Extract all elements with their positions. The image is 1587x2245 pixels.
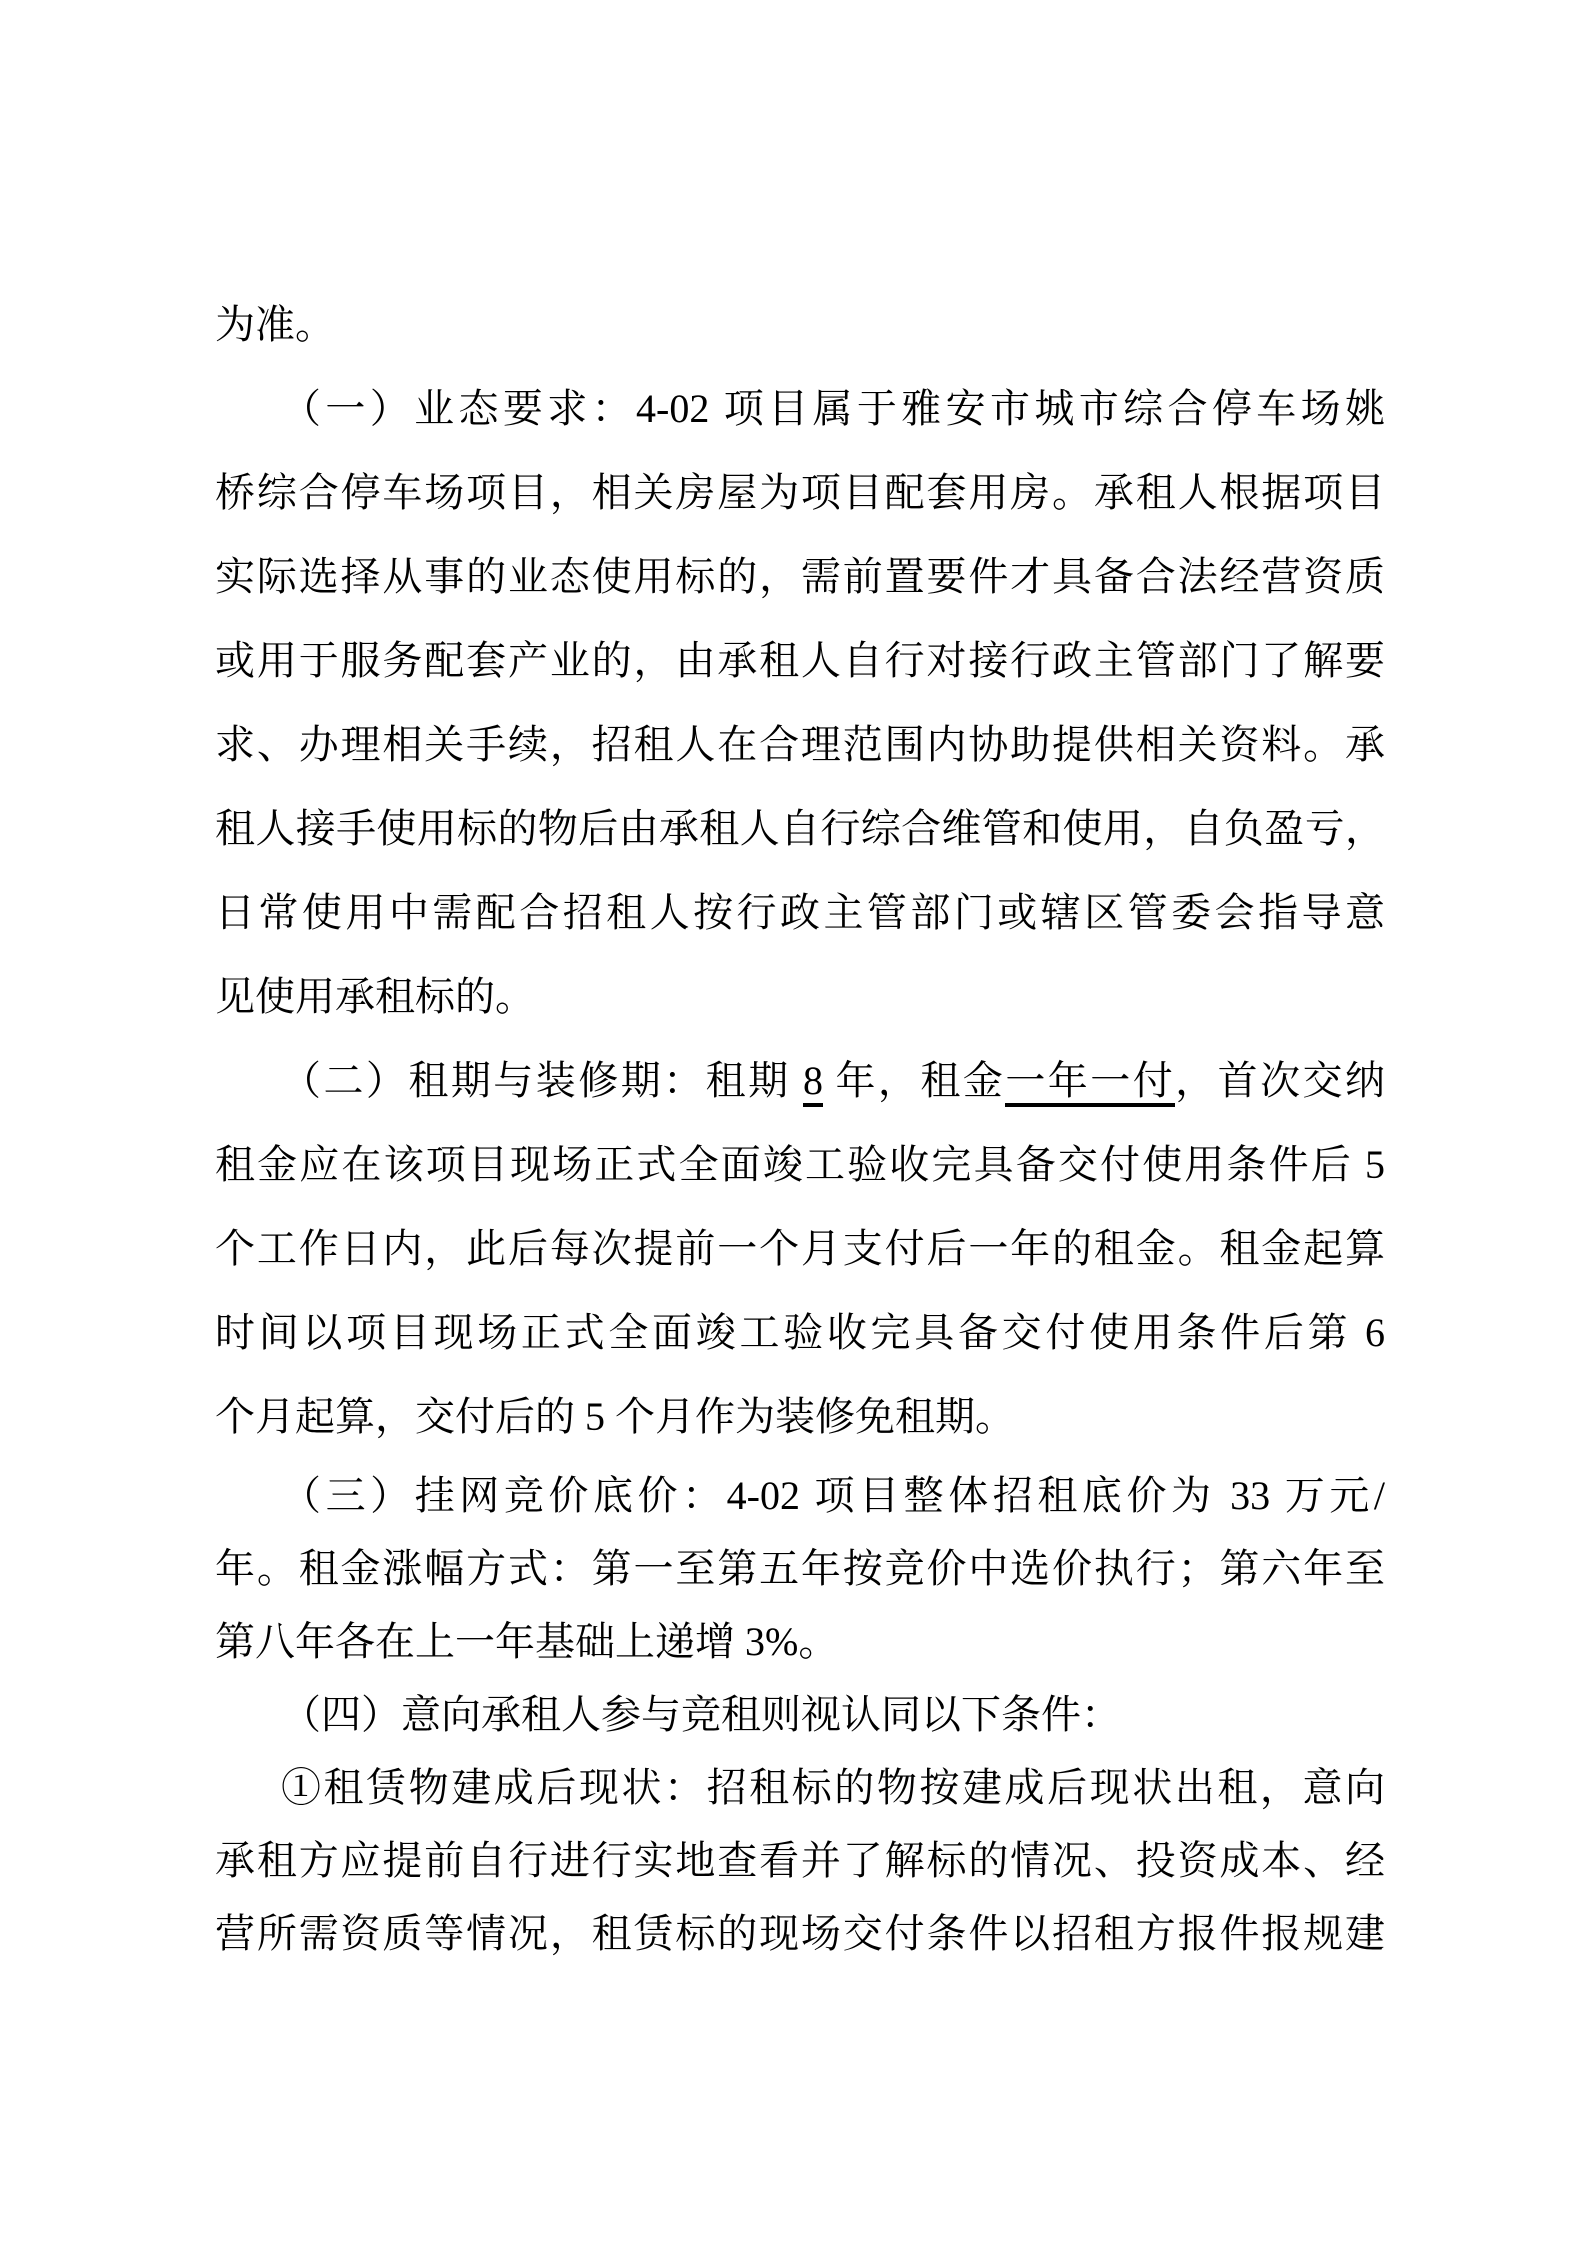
underlined-text: 8	[803, 1058, 823, 1107]
document-body	[215, 283, 1385, 1970]
text-line	[215, 1605, 1385, 1678]
text-line	[215, 1751, 1385, 1824]
text-segment: ，首次交纳	[1175, 1058, 1386, 1103]
text-line	[215, 871, 1385, 955]
text-segment: 桥综合停车场项目，相关房屋为项目配套用房。承租人根据项目	[215, 470, 1385, 515]
text-line	[215, 1039, 1385, 1123]
text-line	[215, 283, 1385, 367]
para-section-3-listing-floor-price	[215, 1459, 1385, 1678]
para-section-4-bidder-conditions-heading	[215, 1678, 1385, 1751]
text-segment: 或用于服务配套产业的，由承租人自行对接行政主管部门了解要	[215, 638, 1385, 683]
text-segment: 第八年各在上一年基础上递增 3%。	[215, 1619, 839, 1664]
text-segment: （四）意向承租人参与竞租则视认同以下条件：	[281, 1692, 1121, 1737]
text-line	[215, 451, 1385, 535]
text-segment: 营所需资质等情况，租赁标的现场交付条件以招租方报件报规建	[215, 1911, 1385, 1956]
text-segment: （二）租期与装修期：租期	[281, 1058, 803, 1103]
text-segment: 年，租金	[823, 1058, 1006, 1103]
text-segment: 个工作日内，此后每次提前一个月支付后一年的租金。租金起算	[215, 1226, 1385, 1271]
text-line	[215, 1897, 1385, 1970]
text-line	[215, 1291, 1385, 1375]
text-line	[215, 1532, 1385, 1605]
text-line	[215, 619, 1385, 703]
text-segment: 实际选择从事的业态使用标的，需前置要件才具备合法经营资质	[215, 554, 1385, 599]
text-segment: （一）业态要求：4-02 项目属于雅安市城市综合停车场姚	[281, 386, 1385, 431]
text-line	[215, 703, 1385, 787]
text-line	[215, 1375, 1385, 1459]
text-segment: ①租赁物建成后现状：招租标的物按建成后现状出租，意向	[281, 1765, 1385, 1810]
text-line	[215, 787, 1385, 871]
text-segment: 承租方应提前自行进行实地查看并了解标的情况、投资成本、经	[215, 1838, 1385, 1883]
text-segment: 日常使用中需配合招租人按行政主管部门或辖区管委会指导意	[215, 890, 1385, 935]
para-carryover	[215, 283, 1385, 367]
text-segment: 租人接手使用标的物后由承租人自行综合维管和使用，自负盈亏，	[215, 806, 1385, 851]
text-line	[215, 367, 1385, 451]
para-section-2-lease-term-and-fitout-period	[215, 1039, 1385, 1459]
para-item-1-as-built-condition	[215, 1751, 1385, 1970]
text-line	[215, 535, 1385, 619]
text-line	[215, 1459, 1385, 1532]
text-segment: 个月起算，交付后的 5 个月作为装修免租期。	[215, 1394, 1015, 1439]
para-section-1-business-format-requirements	[215, 367, 1385, 1039]
text-segment: 时间以项目现场正式全面竣工验收完具备交付使用条件后第 6	[215, 1310, 1385, 1355]
text-segment: 见使用承租标的。	[215, 974, 535, 1019]
text-line	[215, 955, 1385, 1039]
underlined-text: 一年一付	[1005, 1058, 1175, 1107]
text-line	[215, 1123, 1385, 1207]
text-line	[215, 1678, 1385, 1751]
text-segment: 租金应在该项目现场正式全面竣工验收完具备交付使用条件后 5	[215, 1142, 1385, 1187]
text-segment: 求、办理相关手续，招租人在合理范围内协助提供相关资料。承	[215, 722, 1385, 767]
text-segment: 年。租金涨幅方式：第一至第五年按竞价中选价执行；第六年至	[215, 1546, 1385, 1591]
text-line	[215, 1207, 1385, 1291]
text-segment: 为准。	[215, 302, 335, 347]
text-line	[215, 1824, 1385, 1897]
text-segment: （三）挂网竞价底价：4-02 项目整体招租底价为 33 万元/	[281, 1473, 1385, 1518]
